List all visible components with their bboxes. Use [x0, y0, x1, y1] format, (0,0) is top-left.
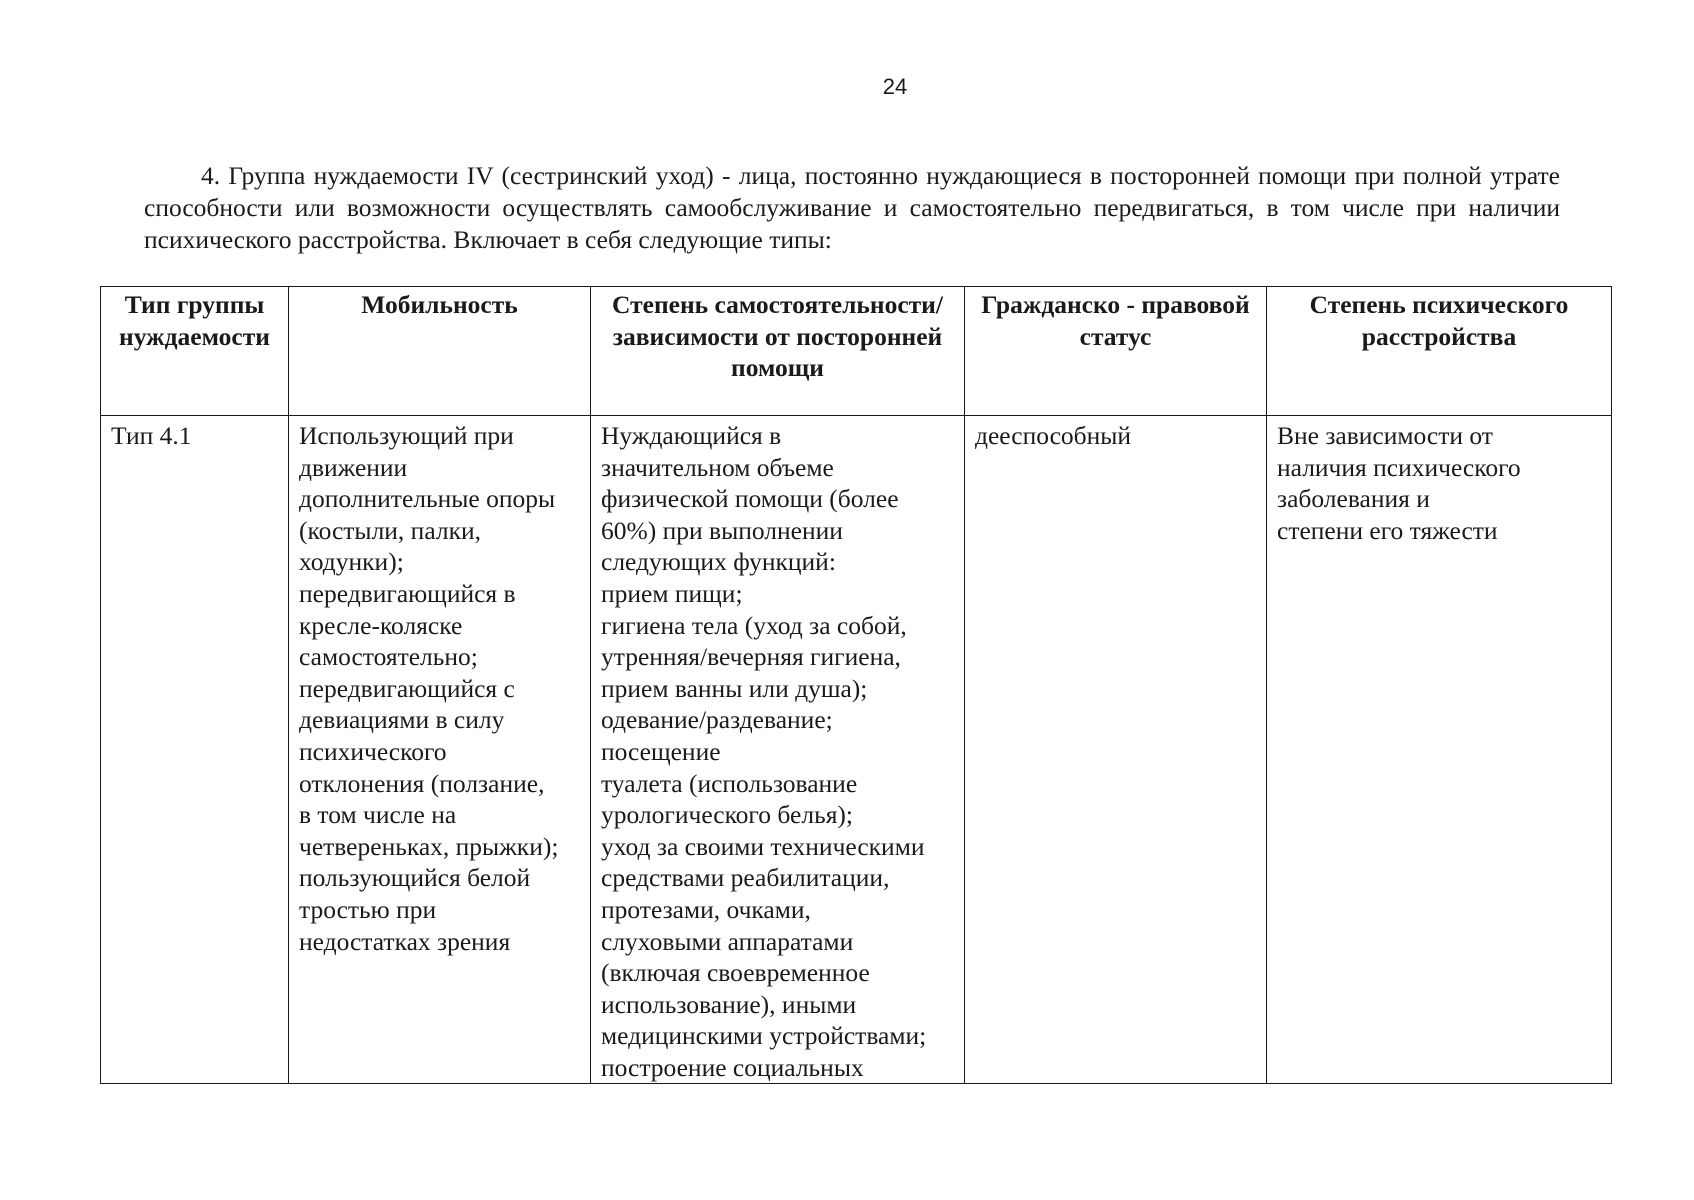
cell-type: Тип 4.1 — [101, 416, 289, 1084]
cell-line: следующих функций: — [601, 547, 836, 577]
cell-line: протезами, очками, — [601, 894, 811, 924]
cell-line: посещение — [601, 736, 721, 766]
cell-line: отклонения (ползание, — [299, 768, 545, 798]
cell-line: заболевания и — [1277, 484, 1430, 514]
cell-line: медицинскими устройствами; — [601, 1021, 927, 1051]
header-dependency: Степень самостоятельности/ зависимости от посторонней помощи — [591, 287, 965, 416]
cell-line: Вне зависимости от — [1277, 421, 1493, 450]
cell-line: туалета (использование — [601, 768, 858, 798]
cell-line: одевание/раздевание; — [601, 705, 833, 735]
cell-line: (включая своевременное — [601, 958, 870, 988]
table-row — [101, 416, 1612, 1084]
cell-line: психического — [299, 736, 447, 766]
cell-mobility — [289, 416, 591, 1084]
cell-line: Использующий при — [299, 421, 514, 450]
needs-group-table — [100, 286, 1612, 1084]
cell-line: пользующийся белой — [299, 863, 531, 893]
cell-line: тростью при — [299, 894, 437, 924]
cell-line: Нуждающийся в — [601, 421, 782, 450]
header-group-type: Тип группы нуждаемости — [101, 287, 289, 416]
cell-line: средствами реабилитации, — [601, 863, 890, 893]
header-legal-status: Гражданско - правовой статус — [965, 287, 1267, 416]
cell-line: слуховыми аппаратами — [601, 926, 854, 956]
table-header-row — [101, 287, 1612, 416]
cell-line: дополнительные опоры — [299, 484, 556, 514]
header-mental-disorder: Степень психического расстройства — [1267, 287, 1612, 416]
cell-line: использование), иными — [601, 989, 857, 1019]
cell-line: уход за своими техническими — [601, 831, 925, 861]
cell-line: в том числе на — [299, 800, 457, 830]
cell-line: ходунки); — [299, 547, 404, 577]
cell-line: четвереньках, прыжки); — [299, 831, 559, 861]
cell-line: передвигающийся в — [299, 578, 516, 608]
cell-line: самостоятельно; — [299, 642, 478, 672]
cell-line: значительном объеме — [601, 452, 834, 482]
cell-line: построение социальных — [601, 1052, 864, 1082]
cell-line: прием пищи; — [601, 578, 743, 608]
cell-line: девиациями в силу — [299, 705, 505, 735]
header-mobility: Мобильность — [289, 287, 591, 416]
cell-line: 60%) при выполнении — [601, 515, 843, 545]
page-number: 24 — [882, 74, 908, 99]
cell-line: наличия психического — [1277, 452, 1521, 482]
cell-line: гигиена тела (уход за собой, — [601, 610, 907, 640]
cell-line: прием ванны или душа); — [601, 673, 868, 703]
cell-line: движении — [299, 452, 408, 482]
cell-line: кресле-коляске — [299, 610, 463, 640]
cell-legal-status: дееспособный — [965, 416, 1267, 1084]
cell-line: недостатках зрения — [299, 926, 511, 956]
intro-paragraph: 4. Группа нуждаемости IV (сестринский уход) - лица, постоянно нуждающиеся в посторонней помощи при полной утрате способности или возможности осуществлять самообслуживание и самостоятельно передвигаться, в том числе при наличии психического расстройства. Включает в себя следующие типы: — [144, 161, 1560, 254]
cell-line: степени его тяжести — [1277, 515, 1498, 545]
cell-line: передвигающийся с — [299, 673, 515, 703]
cell-line: утренняя/вечерняя гигиена, — [601, 642, 901, 672]
cell-line: урологического белья); — [601, 800, 853, 830]
cell-line: (костыли, палки, — [299, 515, 482, 545]
cell-line: физической помощи (более — [601, 484, 899, 514]
cell-dependency — [591, 416, 965, 1084]
cell-mental-disorder — [1267, 416, 1612, 1084]
